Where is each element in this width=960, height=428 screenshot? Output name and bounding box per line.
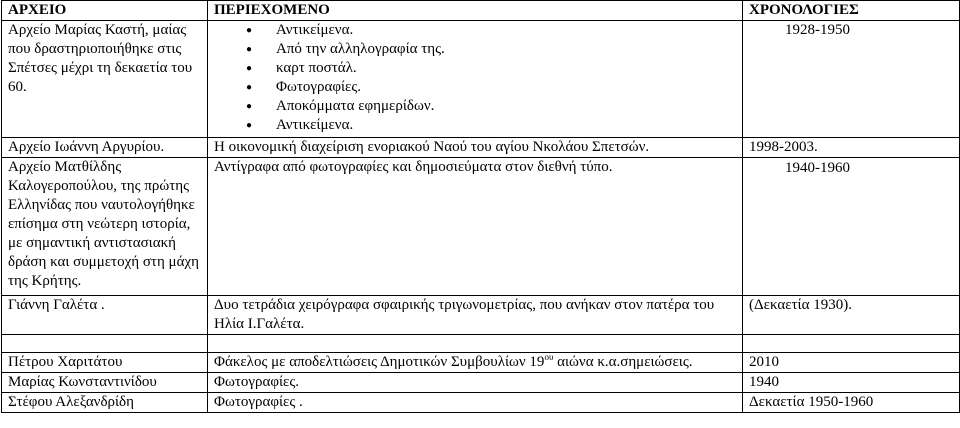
dates-cell: 1998-2003. bbox=[743, 138, 960, 158]
content-cell: Φωτογραφίες . bbox=[208, 393, 743, 413]
table-row bbox=[2, 296, 960, 335]
header-content: ΠΕΡΙΕΧΟΜΕΝΟ bbox=[208, 1, 743, 21]
dates-cell: 1940-1960 bbox=[743, 158, 960, 296]
list-item: ● Αποκόμματα εφημερίδων. bbox=[246, 97, 742, 116]
superscript-text: ου bbox=[544, 352, 554, 362]
archive-cell: Αρχείο Ματθίλδης Καλογεροπούλου, της πρώτης Ελληνίδας που ναυτολογήθηκε επίσημα στη νεώτερη ιστορία, με σημαντική αντιστασιακή δράση και συμμετοχή στη μάχη της Κρήτης. bbox=[2, 158, 208, 296]
dates-cell: 1928-1950 bbox=[743, 21, 960, 138]
dates-cell: 1940 bbox=[743, 373, 960, 393]
list-item: ● Αντικείμενα. bbox=[246, 116, 742, 135]
archive-cell: Στέφου Αλεξανδρίδη bbox=[2, 393, 208, 413]
list-item: ● Αντικείμενα. bbox=[246, 21, 742, 40]
table-row bbox=[2, 158, 960, 296]
table-header-row bbox=[2, 1, 960, 21]
table-row bbox=[2, 373, 960, 393]
dates-cell: (Δεκαετία 1930). bbox=[743, 296, 960, 335]
archive-cell: Αρχείο Μαρίας Καστή, μαίας που δραστηριοποιήθηκε στις Σπέτσες μέχρι τη δεκαετία του 60. bbox=[2, 21, 208, 138]
archive-table bbox=[1, 0, 960, 413]
dates-cell: Δεκαετία 1950-1960 bbox=[743, 393, 960, 413]
archive-cell: Πέτρου Χαριτάτου bbox=[2, 353, 208, 373]
content-text: αιώνα κ.α.σημειώσεις. bbox=[553, 354, 693, 370]
empty-cell bbox=[2, 335, 208, 353]
content-text: Φάκελος με αποδελτιώσεις Δημοτικών Συμβουλίων 19 bbox=[214, 354, 545, 370]
empty-cell bbox=[208, 335, 743, 353]
list-item: ● καρτ ποστάλ. bbox=[246, 59, 742, 78]
archive-cell: Αρχείο Ιωάννη Αργυρίου. bbox=[2, 138, 208, 158]
content-cell bbox=[208, 353, 743, 373]
content-cell bbox=[208, 21, 743, 138]
header-archive: ΑΡΧΕΙΟ bbox=[2, 1, 208, 21]
content-cell: Δυο τετράδια χειρόγραφα σφαιρικής τριγωνομετρίας, που ανήκαν στον πατέρα του Ηλία Ι.Γαλέτα. bbox=[208, 296, 743, 335]
header-dates: ΧΡΟΝΟΛΟΓΙΕΣ bbox=[743, 1, 960, 21]
empty-cell bbox=[743, 335, 960, 353]
archive-cell: Μαρίας Κωνσταντινίδου bbox=[2, 373, 208, 393]
table-row-spacer bbox=[2, 335, 960, 353]
content-cell: Φωτογραφίες. bbox=[208, 373, 743, 393]
table-row bbox=[2, 393, 960, 413]
archive-cell: Γιάννη Γαλέτα . bbox=[2, 296, 208, 335]
list-item: ● Από την αλληλογραφία της. bbox=[246, 40, 742, 59]
dates-cell: 2010 bbox=[743, 353, 960, 373]
table-row bbox=[2, 21, 960, 138]
list-item: ● Φωτογραφίες. bbox=[246, 78, 742, 97]
content-cell: Η οικονομική διαχείριση ενοριακού Ναού του αγίου Νκολάου Σπετσών. bbox=[208, 138, 743, 158]
table-row bbox=[2, 138, 960, 158]
content-list bbox=[214, 21, 742, 135]
table-row bbox=[2, 353, 960, 373]
content-cell: Αντίγραφα από φωτογραφίες και δημοσιεύματα στον διεθνή τύπο. bbox=[208, 158, 743, 296]
